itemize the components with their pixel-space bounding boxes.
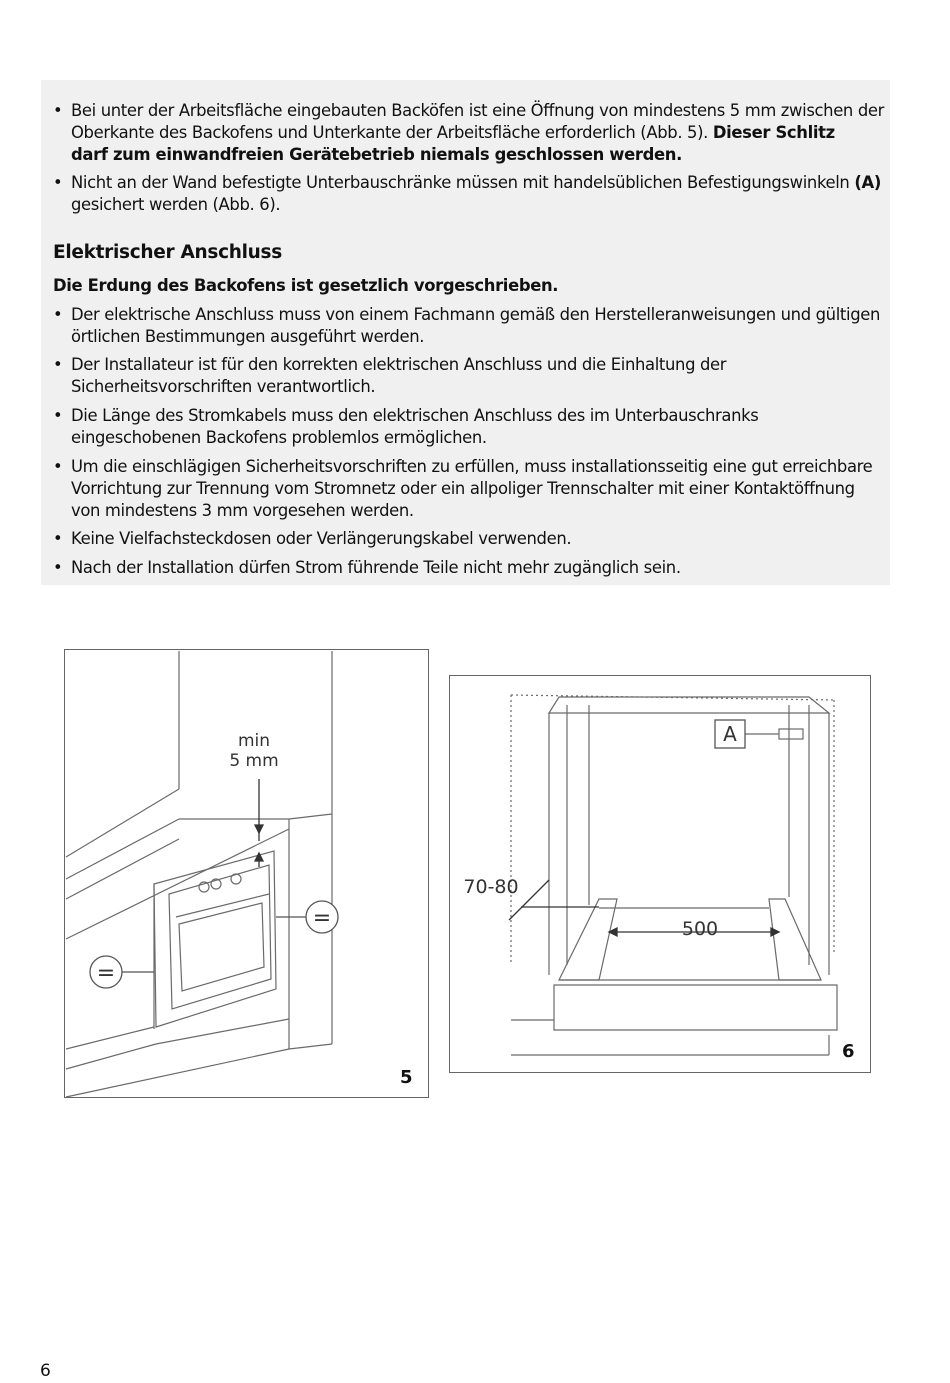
text-line: Um die einschlägigen Sicherheitsvorschriften zu erfüllen, muss installationsseitig eine gut erreichbare — [71, 457, 873, 476]
figure-5-drawing — [64, 649, 429, 1099]
label-width: 500 — [681, 918, 719, 940]
bullet-dot: • — [53, 406, 63, 425]
figure-6-drawing — [449, 675, 872, 1075]
emphasis: Dieser Schlitz — [712, 123, 835, 142]
bullet-text — [71, 354, 887, 398]
figure-6-cabinet-installation — [449, 675, 872, 1075]
instructions-panel — [41, 80, 890, 585]
text-line: Keine Vielfachsteckdosen oder Verlängerungskabel verwenden. — [71, 529, 572, 548]
equal-sign-right: = — [312, 906, 332, 931]
text-line — [71, 144, 887, 166]
bullet-dot: • — [53, 173, 63, 192]
text-line: Sicherheitsvorschriften verantwortlich. — [71, 377, 376, 396]
bullet-dot: • — [53, 558, 63, 577]
figure-number: 6 — [842, 1041, 855, 1062]
text-line: Die Länge des Stromkabels muss den elektrischen Anschluss des im Unterbauschranks — [71, 406, 759, 425]
text-line: Der Installateur ist für den korrekten elektrischen Anschluss und die Einhaltung der — [71, 355, 727, 374]
bullet-dot: • — [53, 457, 63, 476]
text-line: örtlichen Bestimmungen ausgeführt werden. — [71, 327, 425, 346]
emphasis: (A) — [854, 173, 881, 192]
text-line: eingeschobenen Backofens problemlos ermöglichen. — [71, 428, 487, 447]
bullet-text — [71, 528, 887, 550]
text-line: gesichert werden (Abb. 6). — [71, 195, 281, 214]
text-line: Bei unter der Arbeitsfläche eingebauten Backöfen ist eine Öffnung von mindestens 5 mm zwischen der — [71, 101, 885, 120]
bullet-text — [71, 456, 887, 522]
bullet-text — [71, 304, 887, 348]
text-line: von mindestens 3 mm vorgesehen werden. — [71, 501, 414, 520]
bullet-dot: • — [53, 101, 63, 120]
figure-5-oven-installation — [64, 649, 429, 1099]
label-depth: 70-80 — [463, 876, 519, 898]
bullet-dot: • — [53, 305, 63, 324]
text-line: Der elektrische Anschluss muss von einem Fachmann gemäß den Herstelleranweisungen und gültigen — [71, 305, 881, 324]
bullet-text — [71, 100, 887, 166]
bullet-text — [71, 557, 887, 579]
bullet-dot: • — [53, 529, 63, 548]
label-bracket-a: A — [723, 722, 737, 746]
text-line: Oberkante des Backofens und Unterkante der Arbeitsfläche erforderlich (Abb. 5). Dieser Schlitz — [71, 123, 835, 142]
figure-number: 5 — [400, 1067, 413, 1088]
bullet-dot: • — [53, 355, 63, 374]
equal-sign-left: = — [96, 961, 116, 986]
emphasis: darf zum einwandfreien Gerätebetrieb niemals geschlossen werden. — [71, 145, 682, 164]
label-gap-size: 5 mm — [229, 751, 279, 771]
section-heading: Elektrischer Anschluss — [53, 242, 282, 263]
section-subheading: Die Erdung des Backofens ist gesetzlich vorgeschrieben. — [53, 276, 559, 295]
page-number: 6 — [40, 1361, 51, 1381]
label-min: min — [237, 731, 271, 751]
text-line: Nicht an der Wand befestigte Unterbauschränke müssen mit handelsüblichen Befestigungswinkeln (A) — [71, 173, 881, 192]
text-line: Vorrichtung zur Trennung vom Stromnetz oder ein allpoliger Trennschalter mit einer Kontaktöffnung — [71, 479, 855, 498]
bullet-text — [71, 172, 887, 216]
text-line: Nach der Installation dürfen Strom führende Teile nicht mehr zugänglich sein. — [71, 558, 681, 577]
bullet-text — [71, 405, 887, 449]
